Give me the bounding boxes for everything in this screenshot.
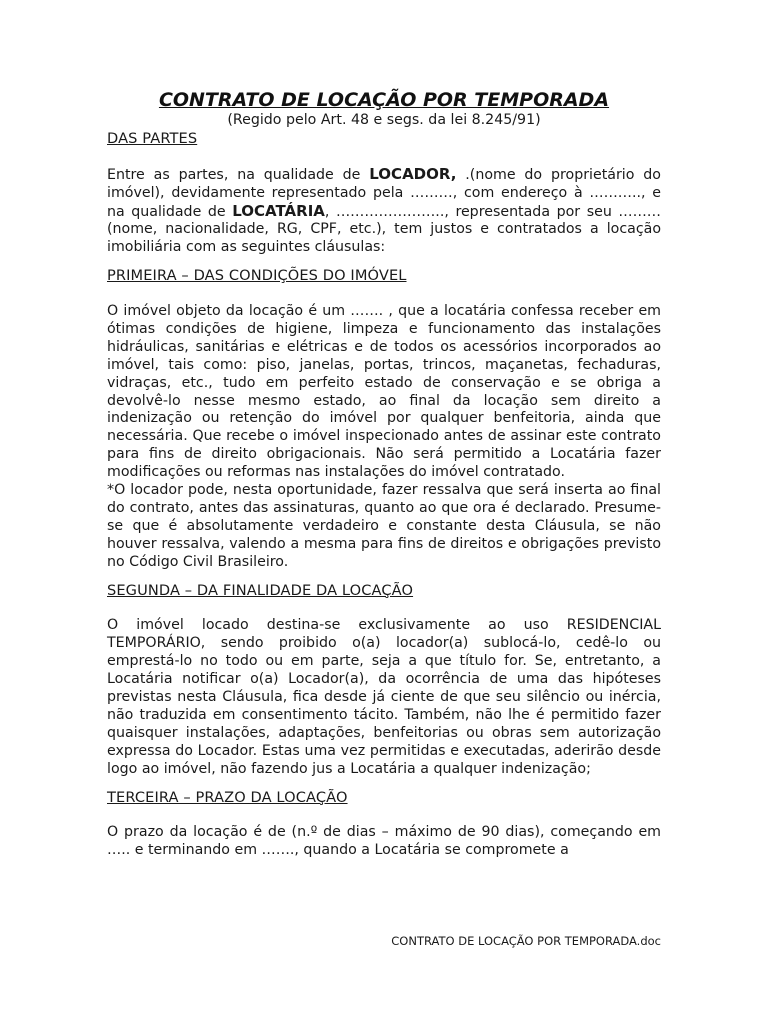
clause1-note-paragraph: *O locador pode, nesta oportunidade, fazer ressalva que será inserta ao final do contrato, antes das assinaturas, quanto ao que ora é declarado. Presume-se que é absolutamente verdadeiro e constante desta Cláusula, se não houver ressalva, valendo a mesma para fins de direitos e obrigações previsto no Código Civil Brasileiro. (107, 482, 661, 570)
document-title: CONTRATO DE LOCAÇÃO POR TEMPORADA (158, 89, 610, 111)
clause1-heading: PRIMEIRA – DAS CONDIÇÕES DO IMÓVEL (107, 267, 407, 285)
parties-text-1: Entre as partes, na qualidade de (107, 166, 370, 183)
document-subtitle: (Regido pelo Art. 48 e segs. da lei 8.245/91) (227, 112, 541, 128)
clause2-paragraph: O imóvel locado destina-se exclusivamente ao uso RESIDENCIAL TEMPORÁRIO, sendo proibido o(a) locador(a) sublocá-lo, cedê-lo ou emprestá-lo no todo ou em parte, seja a que título for. Se, entretanto, a Locatária notificar o(a) Locador(a), da ocorrência de uma das hipóteses previstas nesta Cláusula, fica desde já ciente de que seu silêncio ou inércia, não traduzida em consentimento tácito. Também, não lhe é permitido fazer quaisquer instalações, adaptações, benfeitorias ou obras sem autorização expressa do Locador. Estas uma vez permitidas e executadas, aderirão desde logo ao imóvel, não fazendo jus a Locatária a qualquer indenização; (107, 617, 661, 777)
locataria-label: LOCATÁRIA (232, 201, 325, 220)
parties-heading: DAS PARTES (107, 129, 198, 147)
parties-text-3: , ………………….., representada por seu ……… (nome, nacionalidade, RG, CPF, etc.), tem justos e contratados a locação imobiliária com as seguintes cláusulas: (107, 203, 661, 256)
clause3-paragraph: O prazo da locação é de (n.º de dias – máximo de 90 dias), começando em ….. e terminando em ……., quando a Locatária se compromete a (107, 824, 661, 859)
document-body (107, 88, 661, 860)
locador-label: LOCADOR, (369, 164, 457, 183)
clause2-heading: SEGUNDA – DA FINALIDADE DA LOCAÇÃO (107, 581, 414, 599)
parties-paragraph (107, 166, 661, 258)
parties-text-2: .(nome do proprietário do imóvel), devidamente representado pela ………, com endereço à ……….., e na qualidade de (107, 166, 661, 220)
clause1-paragraph: O imóvel objeto da locação é um ……. , que a locatária confessa receber em ótimas condições de higiene, limpeza e funcionamento das instalações hidráulicas, sanitárias e elétricas e de todos os acessórios incorporados ao imóvel, tais como: piso, janelas, portas, trincos, maçanetas, fechaduras, vidraças, etc., tudo em perfeito estado de conservação e se obriga a devolvê-lo nesse mesmo estado, ao final da locação sem direito a indenização ou retenção do imóvel por qualquer benfeitoria, ainda que necessária. Que recebe o imóvel inspecionado antes de assinar este contrato para fins de direito obrigacionais. Não será permitido a Locatária fazer modificações ou reformas nas instalações do imóvel contratado. (107, 303, 661, 481)
clause3-heading: TERCEIRA – PRAZO DA LOCAÇÃO (107, 788, 348, 806)
page-footer: CONTRATO DE LOCAÇÃO POR TEMPORADA.doc (391, 934, 661, 948)
